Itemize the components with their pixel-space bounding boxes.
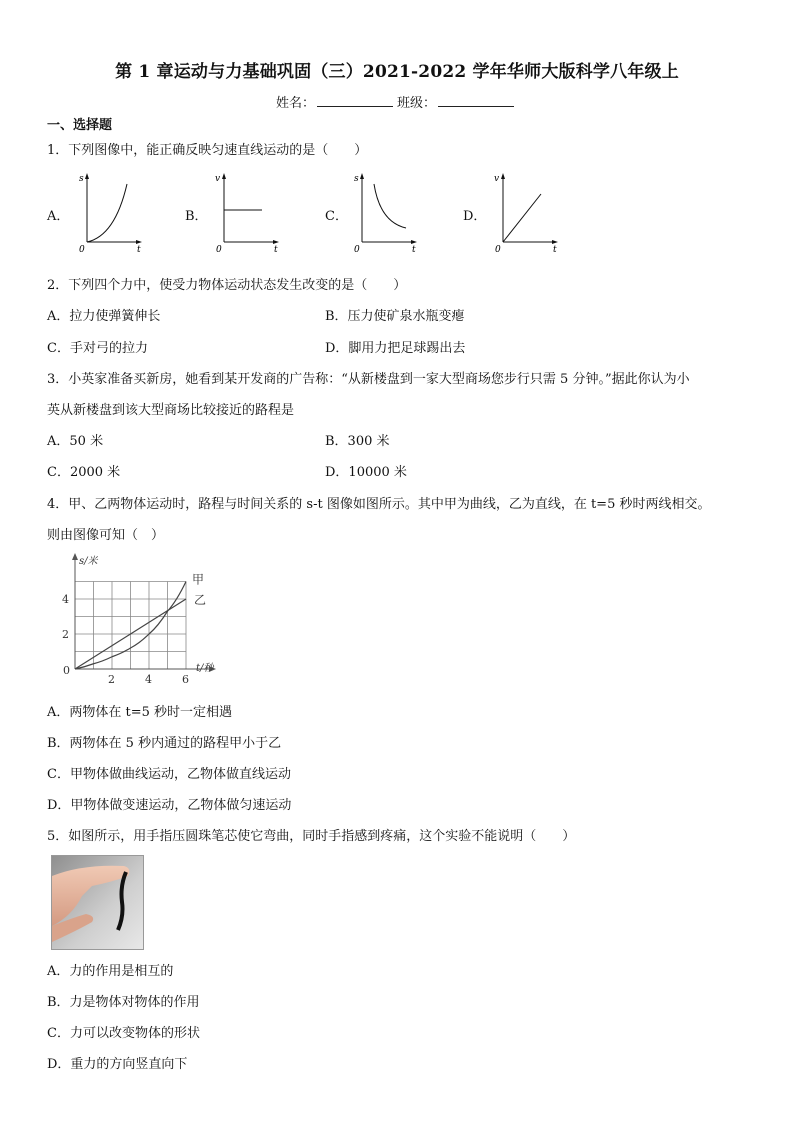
q1-b-origin: 0	[216, 245, 222, 254]
y-tick-label: 4	[62, 593, 69, 606]
q2-option-c: C．手对弓的拉力	[47, 341, 148, 356]
q4-option-b: B．两物体在 5 秒内通过的路程甲小于乙	[47, 736, 282, 751]
q3-option-d: D．10000 米	[325, 465, 407, 480]
x-tick-label: 2	[108, 673, 115, 686]
q5-option-b: B．力是物体对物体的作用	[47, 995, 200, 1010]
q1-c-xlabel: t	[412, 245, 416, 254]
q5-option-a: A．力的作用是相互的	[47, 964, 174, 979]
x-tick-label: 6	[182, 673, 189, 686]
finger-pen-photo	[51, 855, 144, 950]
q3-stem-line1: 3．小英家准备买新房，她看到某开发商的广告称：“从新楼盘到一家大型商场您步行只需 5 分钟。”据此你认为小	[47, 372, 690, 387]
q3-option-a: A．50 米	[47, 434, 104, 449]
q1-graph-a	[75, 170, 147, 254]
q2-option-b: B．压力使矿泉水瓶变瘪	[325, 309, 465, 324]
q1-c-ylabel: s	[354, 174, 359, 184]
q4-option-c: C．甲物体做曲线运动，乙物体做直线运动	[47, 767, 291, 782]
name-class-line	[0, 92, 794, 111]
name-label: 姓名：	[275, 96, 315, 111]
origin-label: 0	[63, 664, 70, 677]
q5-option-c: C．力可以改变物体的形状	[47, 1026, 200, 1041]
class-blank[interactable]	[438, 94, 514, 107]
series-label-0: 甲	[192, 572, 205, 587]
q4-stem-line1: 4．甲、乙两物体运动时，路程与时间关系的 s-t 图像如图所示。其中甲为曲线，乙为直线，在 t=5 秒时两线相交。	[47, 497, 711, 512]
q4-stem-line2: 则由图像可知（ ）	[47, 528, 165, 543]
q1-graph-c	[350, 170, 422, 254]
q1-option-d-label: D．	[463, 209, 487, 224]
q1-b-xlabel: t	[274, 245, 278, 254]
q2-stem: 2．下列四个力中，使受力物体运动状态发生改变的是（ ）	[47, 278, 407, 293]
q3-option-c: C．2000 米	[47, 465, 121, 480]
q4-option-a: A．两物体在 t=5 秒时一定相遇	[47, 705, 233, 720]
x-tick-label: 4	[145, 673, 152, 686]
q1-stem: 1．下列图像中，能正确反映匀速直线运动的是（ ）	[47, 143, 368, 158]
class-label: 班级：	[397, 96, 437, 111]
q1-option-c-label: C．	[325, 209, 348, 224]
q1-a-ylabel: s	[79, 174, 84, 184]
q1-b-ylabel: v	[215, 174, 221, 184]
q1-d-ylabel: v	[494, 174, 500, 184]
q1-a-xlabel: t	[137, 245, 141, 254]
name-blank[interactable]	[317, 94, 393, 107]
y-axis-label: s/米	[79, 556, 98, 567]
q1-graph-d	[491, 170, 563, 254]
q2-option-d: D．脚用力把足球踢出去	[325, 341, 466, 356]
x-axis-label: t/秒	[196, 663, 214, 674]
page-title: 第 1 章运动与力基础巩固（三）2021-2022 学年华师大版科学八年级上	[115, 62, 679, 82]
q2-option-a: A．拉力使弹簧伸长	[47, 309, 161, 324]
q1-d-xlabel: t	[553, 245, 557, 254]
series-label-1: 乙	[194, 593, 207, 607]
q1-graph-b	[212, 170, 284, 254]
q1-d-origin: 0	[495, 245, 501, 254]
q1-option-a-label: A．	[47, 209, 70, 224]
q5-stem: 5．如图所示，用手指压圆珠笔芯使它弯曲，同时手指感到疼痛，这个实验不能说明（ ）	[47, 829, 576, 844]
y-axis-arrow	[72, 553, 78, 560]
q5-option-d: D．重力的方向竖直向下	[47, 1057, 188, 1072]
st-chart	[55, 552, 245, 690]
q4-option-d: D．甲物体做变速运动，乙物体做匀速运动	[47, 798, 292, 813]
q1-c-origin: 0	[354, 245, 360, 254]
q3-stem-line2: 英从新楼盘到该大型商场比较接近的路程是	[47, 403, 295, 418]
q3-option-b: B．300 米	[325, 434, 390, 449]
y-tick-label: 2	[62, 628, 69, 641]
q1-a-origin: 0	[79, 245, 85, 254]
q1-option-b-label: B．	[185, 209, 208, 224]
section-title: 一、选择题	[47, 118, 113, 133]
